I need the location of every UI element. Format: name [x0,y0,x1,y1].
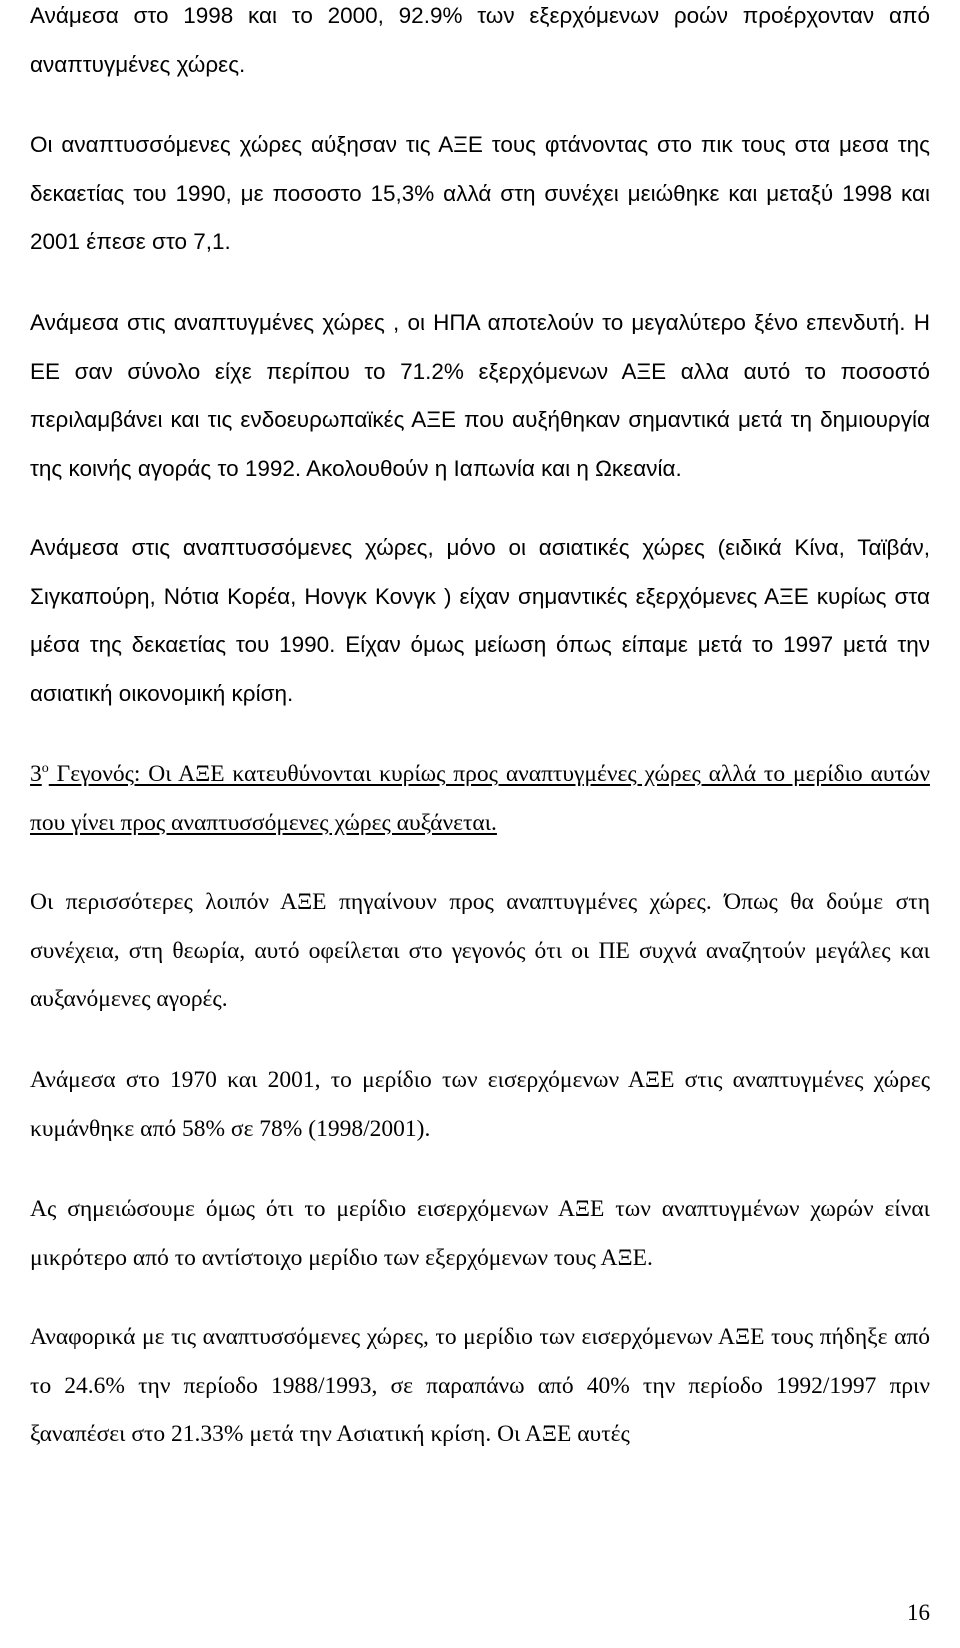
paragraph-fdi-to-developed: Οι περισσότερες λοιπόν ΑΞΕ πηγαίνουν προς αναπτυγμένες χώρες. Όπως θα δούμε στη συνέχεια, στη θεωρία, αυτό οφείλεται στο γεγονός ότι οι ΠΕ συχνά αναζητούν μεγάλες και αυξανόμενες αγορές. [30,889,930,1012]
paragraph-inflow-vs-outflow-share: Ας σημειώσουμε όμως ότι το μερίδιο εισερχόμενων ΑΞΕ των αναπτυγμένων χωρών είναι μικρότερο από το αντίστοιχο μερίδιο των εξερχόμενων τους ΑΞΕ. [30,1196,930,1271]
paragraph-developing-inflow-share: Αναφορικά με τις αναπτυσσόμενες χώρες, το μερίδιο των εισερχόμενων ΑΞΕ τους πήδηξε από το 24.6% την περίοδο 1988/1993, σε παραπάνω από 40% την περίοδο 1992/1997 πριν ξαναπέσει στο 21.33% μετά την Ασιατική κρίση. Οι ΑΞΕ αυτές [30,1324,930,1447]
paragraph-developing-countries-fdi: Οι αναπτυσσόμενες χώρες αύξησαν τις ΑΞΕ τους φτάνοντας στο πικ τους στα μεσα της δεκαετίας του 1990, με ποσοστο 15,3% αλλά στη συνέχει μειώθηκε και μεταξύ 1998 και 2001 έπεσε στο 7,1. [30,132,930,254]
paragraph-developed-countries-investors: Ανάμεσα στις αναπτυγμένες χώρες , οι ΗΠΑ αποτελούν το μεγαλύτερο ξένο επενδυτή. Η ΕΕ σαν σύνολο είχε περίπου το 71.2% εξερχόμενων ΑΞΕ αλλα αυτό το ποσοστό περιλαμβάνει και τις ενδοευρωπαϊκές ΑΞΕ που αυξήθηκαν σημαντικά μετά τη δημιουργία της κοινής αγοράς το 1992. Ακολουθούν η Ιαπωνία και η Ωκεανία. [30,310,930,481]
fact-heading-number: 3 [30,761,42,787]
paragraph-inflow-share-1970-2001: Ανάμεσα στο 1970 και 2001, το μερίδιο των εισερχόμενων ΑΞΕ στις αναπτυγμένες χώρες κυμάνθηκε από 58% σε 78% (1998/2001). [30,1067,930,1142]
page-number: 16 [907,1600,930,1625]
fact-heading-text: Γεγονός: Οι ΑΞΕ κατευθύνονται κυρίως προς αναπτυγμένες χώρες αλλά το μερίδιο αυτών που γίνει προς αναπτυσσόμενες χώρες αυξάνεται. [30,761,930,836]
fact-heading [30,750,930,847]
fact-heading-superscript: ο [41,761,49,776]
paragraph-asian-countries: Ανάμεσα στις αναπτυσσόμενες χώρες, μόνο οι ασιατικές χώρες (ειδικά Κίνα, Ταϊβάν, Σιγκαπούρη, Νότια Κορέα, Ηονγκ Κονγκ ) είχαν σημαντικές εξερχόμενες ΑΞΕ κυρίως στα μέσα της δεκαετίας του 1990. Είχαν όμως μείωση όπως είπαμε μετά το 1997 μετά την ασιατική οικονομική κρίση. [30,535,930,706]
paragraph-outflows-1998-2000: Ανάμεσα στο 1998 και το 2000, 92.9% των εξερχόμενων ροών προέρχονταν από αναπτυγμένες χώρες. [30,3,930,77]
